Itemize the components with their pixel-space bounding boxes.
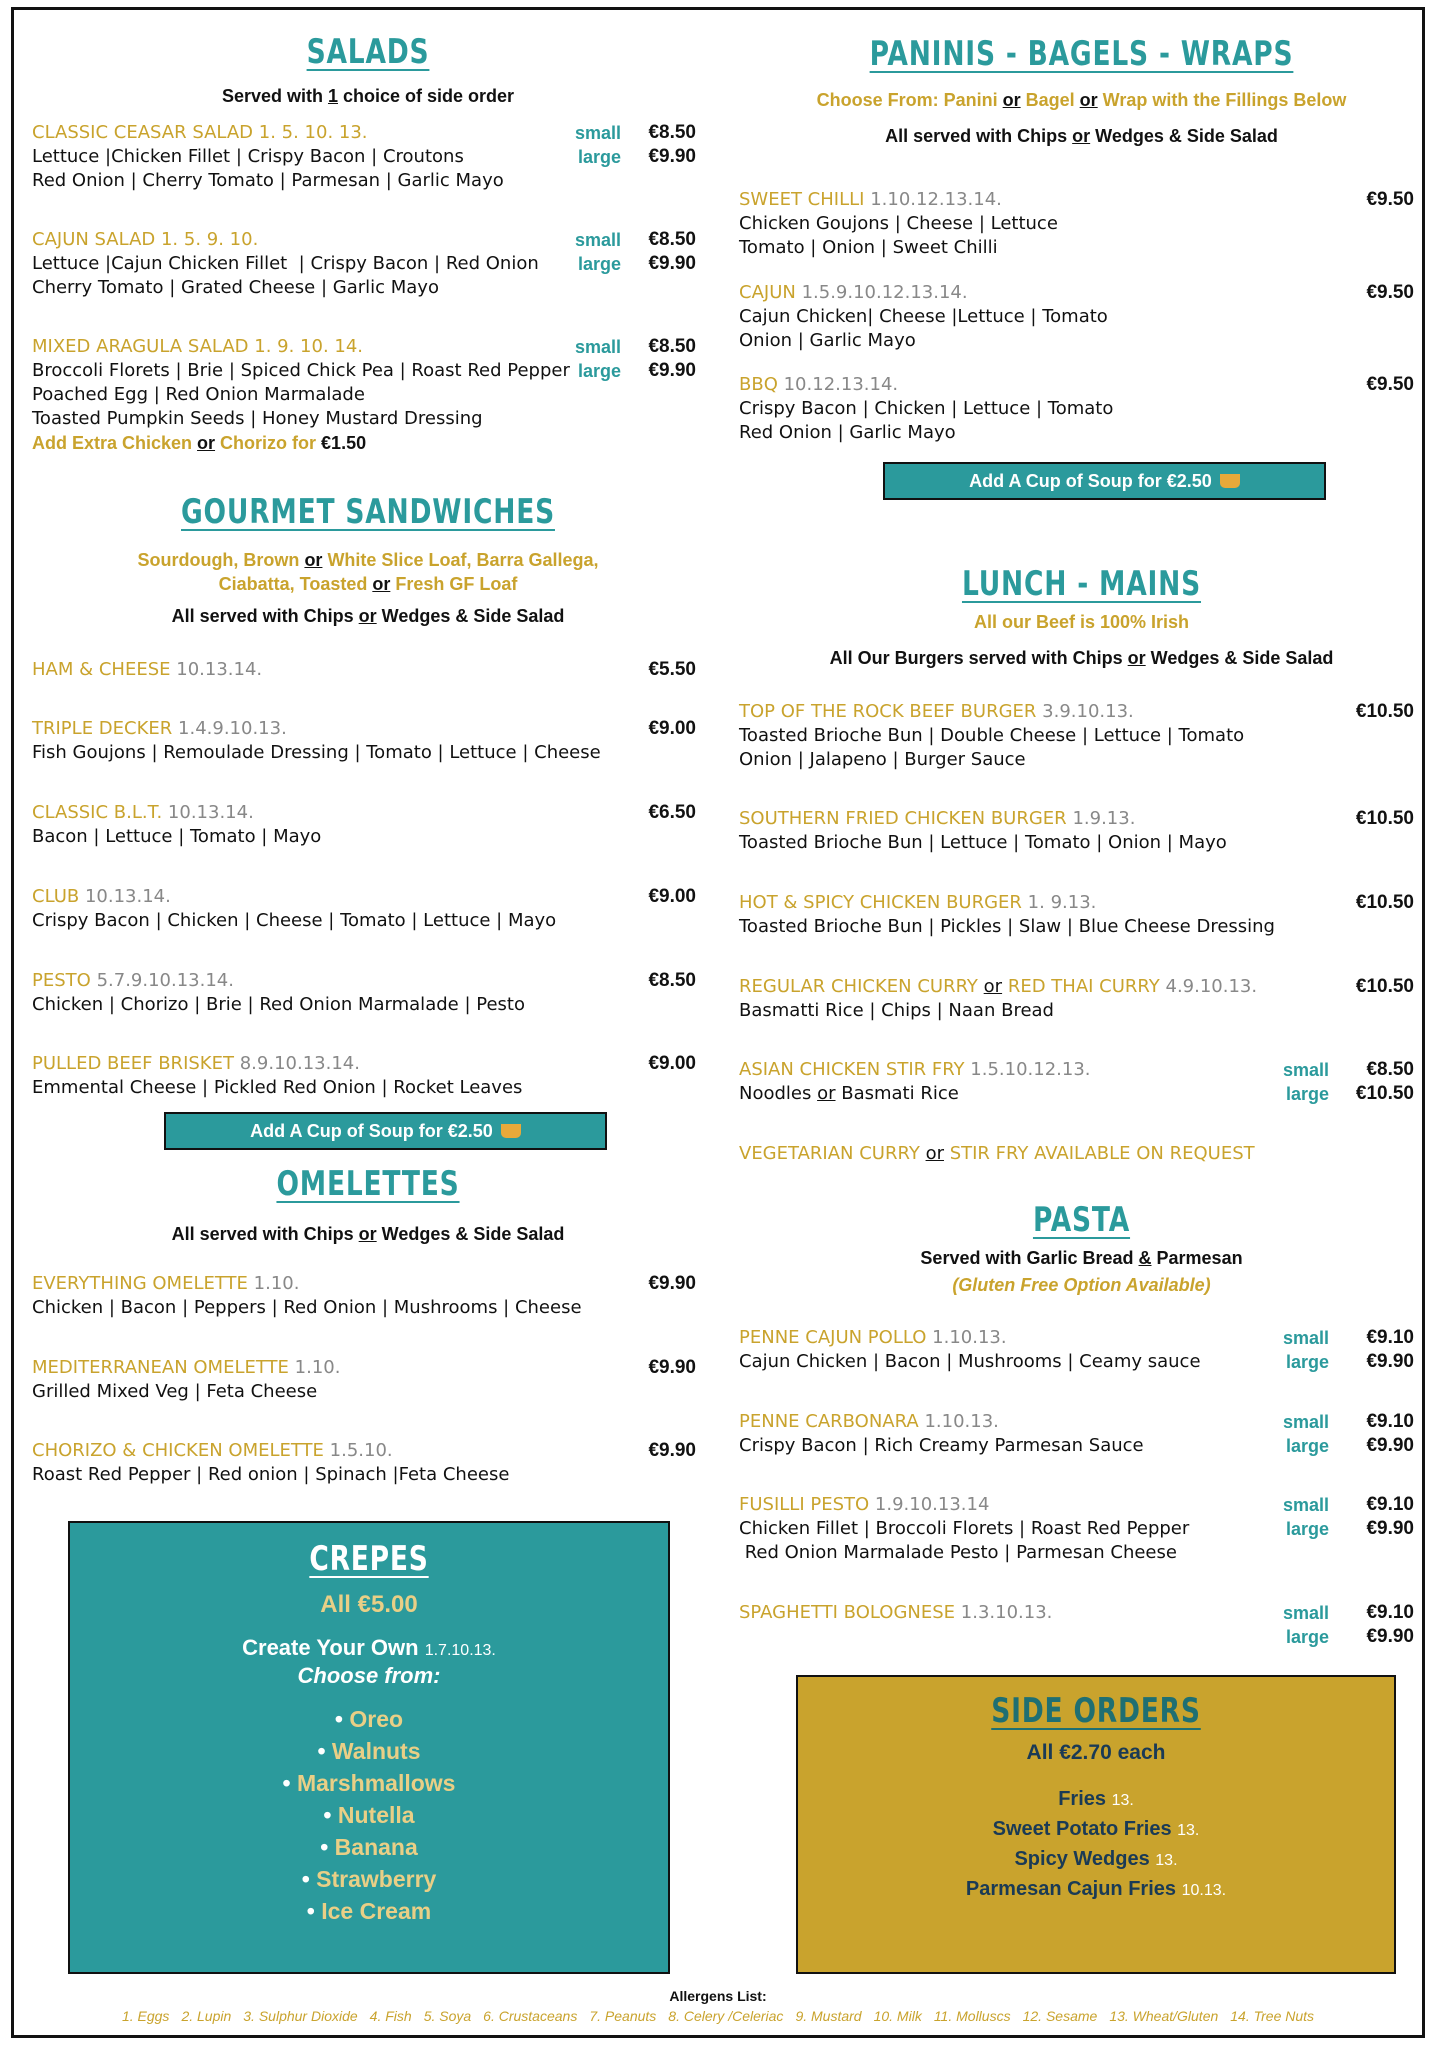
add-soup-banner: Add A Cup of Soup for €2.50 bbox=[164, 1112, 607, 1150]
add-soup-banner: Add A Cup of Soup for €2.50 bbox=[883, 462, 1326, 500]
gluten-free-note: (Gluten Free Option Available) bbox=[952, 1275, 1211, 1295]
crepes-choose: Choose from: bbox=[297, 1663, 441, 1688]
pasta-section bbox=[739, 1200, 1424, 1297]
menu-item: PULLED BEEF BRISKET 8.9.10.13.14. Emmental Cheese | Pickled Red Onion | Rocket Leaves €9.00 bbox=[32, 1053, 696, 1098]
salads-subtitle: Served with 1 choice of side order bbox=[221, 86, 515, 106]
bread-options: Sourdough, Brown or White Slice Loaf, Barra Gallega, Ciabatta, Toasted or Fresh GF Loaf bbox=[137, 550, 599, 594]
lunch-title: LUNCH - MAINS bbox=[961, 564, 1202, 604]
crepes-box bbox=[68, 1521, 670, 1974]
paninis-served-with: All served with Chips or Wedges & Side Salad bbox=[885, 126, 1278, 146]
allergens-list bbox=[14, 1988, 1422, 2024]
salad-items bbox=[32, 121, 696, 455]
lunch-items bbox=[739, 700, 1414, 1166]
panini-choice: Choose From: Panini or Bagel or Wrap with the Fillings Below bbox=[816, 90, 1347, 110]
salads-section bbox=[23, 32, 713, 107]
menu-item: BBQ 10.12.13.14. Crispy Bacon | Chicken | Lettuce | Tomato Red Onion | Garlic Mayo €9.50 bbox=[739, 374, 1414, 443]
list-item: Sweet Potato Fries 13. bbox=[992, 1818, 1200, 1840]
menu-item: MIXED ARAGULA SALAD 1. 9. 10. 14. Broccoli Florets | Brie | Spiced Chick Pea | Roast Red Pepper Poached Egg | Red Onion Marmalade Toasted Pumpkin Seeds | Honey Mustard Dressing small large €8.50 €9.90 Add Extra Chicken or Chorizo for €1.50 bbox=[32, 336, 696, 453]
menu-item: CLASSIC B.L.T. 10.13.14. Bacon | Lettuce | Tomato | Mayo €6.50 bbox=[32, 802, 696, 847]
menu-item: REGULAR CHICKEN CURRY or RED THAI CURRY 4.9.10.13. Basmatti Rice | Chips | Naan Bread €10.50 bbox=[739, 976, 1414, 1021]
sandwich-items bbox=[32, 658, 696, 1100]
menu-page bbox=[11, 7, 1425, 2038]
menu-item: SPAGHETTI BOLOGNESE 1.3.10.13. small large €9.10 €9.90 bbox=[739, 1602, 1414, 1647]
menu-item: PENNE CARBONARA 1.10.13. Crispy Bacon | Rich Creamy Parmesan Sauce small large €9.10 €9.90 bbox=[739, 1411, 1414, 1456]
list-item: • Ice Cream bbox=[306, 1898, 432, 1924]
allergens-title: Allergens List: bbox=[669, 1988, 767, 2004]
sandwiches-title: GOURMET SANDWICHES bbox=[181, 492, 555, 532]
omelette-items bbox=[32, 1272, 696, 1487]
paninis-title: PANINIS - BAGELS - WRAPS bbox=[869, 34, 1294, 74]
pasta-served-with: Served with Garlic Bread & Parmesan bbox=[920, 1248, 1243, 1268]
menu-item: CAJUN SALAD 1. 5. 9. 10. Lettuce |Cajun Chicken Fillet | Crispy Bacon | Red Onion Cherry Tomato | Grated Cheese | Garlic Mayo small large €8.50 €9.90 bbox=[32, 229, 696, 298]
list-item: • Banana bbox=[320, 1834, 418, 1860]
pasta-title: PASTA bbox=[1032, 1200, 1131, 1240]
omelettes-title: OMELETTES bbox=[276, 1164, 460, 1204]
pasta-items bbox=[739, 1326, 1414, 1647]
side-orders-price: All €2.70 each bbox=[1026, 1741, 1166, 1764]
veg-note: VEGETARIAN CURRY or STIR FRY AVAILABLE ON REQUEST bbox=[739, 1143, 1255, 1164]
lunch-section bbox=[739, 564, 1424, 669]
allergens-items: 1. Eggs 2. Lupin 3. Sulphur Dioxide 4. Fish 5. Soya 6. Crustaceans 7. Peanuts 8. Celery /Celeriac 9. Mustard 10. Milk 11. Molluscs 12. Sesame 13. Wheat/Gluten 14. Tree Nuts bbox=[121, 2008, 1315, 2024]
coffee-cup-icon bbox=[1220, 474, 1240, 488]
crepes-title: CREPES bbox=[309, 1539, 429, 1579]
menu-item: PENNE CAJUN POLLO 1.10.13. Cajun Chicken | Bacon | Mushrooms | Ceamy sauce small large €9.10 €9.90 bbox=[739, 1327, 1414, 1372]
menu-item: CLUB 10.13.14. Crispy Bacon | Chicken | Cheese | Tomato | Lettuce | Mayo €9.00 bbox=[32, 886, 696, 931]
list-item: Spicy Wedges 13. bbox=[1014, 1848, 1178, 1870]
burgers-served-with: All Our Burgers served with Chips or Wedges & Side Salad bbox=[829, 648, 1334, 668]
list-item: • Marshmallows bbox=[282, 1770, 456, 1796]
menu-item: FUSILLI PESTO 1.9.10.13.14 Chicken Fillet | Broccoli Florets | Roast Red Pepper Red Onion Marmalade Pesto | Parmesan Cheese small large €9.10 €9.90 bbox=[739, 1494, 1414, 1563]
extra-chicken-note: Add Extra Chicken or Chorizo for €1.50 bbox=[32, 433, 367, 453]
menu-item: PESTO 5.7.9.10.13.14. Chicken | Chorizo | Brie | Red Onion Marmalade | Pesto €8.50 bbox=[32, 970, 696, 1015]
crepes-price: All €5.00 bbox=[320, 1591, 418, 1618]
list-item: • Strawberry bbox=[301, 1866, 437, 1892]
sandwiches-section bbox=[23, 492, 713, 627]
menu-item: MEDITERRANEAN OMELETTE 1.10. Grilled Mixed Veg | Feta Cheese €9.90 bbox=[32, 1357, 696, 1402]
crepes-create: Create Your Own 1.7.10.13. bbox=[242, 1635, 496, 1660]
menu-item: CAJUN 1.5.9.10.12.13.14. Cajun Chicken| Cheese |Lettuce | Tomato Onion | Garlic Mayo €9.50 bbox=[739, 282, 1414, 351]
menu-item: SOUTHERN FRIED CHICKEN BURGER 1.9.13. Toasted Brioche Bun | Lettuce | Tomato | Onion | Mayo €10.50 bbox=[739, 808, 1414, 853]
side-orders-list bbox=[798, 1785, 1394, 1905]
omelettes-served-with: All served with Chips or Wedges & Side Salad bbox=[171, 1224, 565, 1244]
side-orders-title: SIDE ORDERS bbox=[991, 1691, 1201, 1731]
list-item: • Oreo bbox=[334, 1706, 404, 1732]
sandwiches-served-with: All served with Chips or Wedges & Side Salad bbox=[171, 606, 565, 626]
menu-item: EVERYTHING OMELETTE 1.10. Chicken | Bacon | Peppers | Red Onion | Mushrooms | Cheese €9.90 bbox=[32, 1273, 696, 1318]
list-item: • Nutella bbox=[323, 1802, 415, 1828]
menu-item: HAM & CHEESE 10.13.14. €5.50 bbox=[32, 659, 696, 680]
side-orders-box bbox=[796, 1675, 1396, 1974]
menu-item: TOP OF THE ROCK BEEF BURGER 3.9.10.13. Toasted Brioche Bun | Double Cheese | Lettuce | Tomato Onion | Jalapeno | Burger Sauce €10.50 bbox=[739, 701, 1414, 770]
panini-items bbox=[739, 188, 1414, 445]
menu-item: CLASSIC CEASAR SALAD 1. 5. 10. 13. Lettuce |Chicken Fillet | Crispy Bacon | Croutons Red Onion | Cherry Tomato | Parmesan | Garlic Mayo small large €8.50 €9.90 bbox=[32, 122, 696, 191]
paninis-section bbox=[739, 34, 1424, 147]
list-item: Fries 13. bbox=[1058, 1788, 1134, 1810]
menu-item: CHORIZO & CHICKEN OMELETTE 1.5.10. Roast Red Pepper | Red onion | Spinach |Feta Cheese €9.90 bbox=[32, 1440, 696, 1485]
menu-item: TRIPLE DECKER 1.4.9.10.13. Fish Goujons | Remoulade Dressing | Tomato | Lettuce | Cheese €9.00 bbox=[32, 718, 696, 763]
coffee-cup-icon bbox=[501, 1124, 521, 1138]
irish-beef-note: All our Beef is 100% Irish bbox=[973, 612, 1190, 632]
crepes-options bbox=[70, 1703, 668, 1927]
list-item: • Walnuts bbox=[317, 1738, 421, 1764]
menu-item: HOT & SPICY CHICKEN BURGER 1. 9.13. Toasted Brioche Bun | Pickles | Slaw | Blue Cheese Dressing €10.50 bbox=[739, 892, 1414, 937]
list-item: Parmesan Cajun Fries 10.13. bbox=[965, 1878, 1227, 1900]
omelettes-section bbox=[23, 1164, 713, 1245]
menu-item: ASIAN CHICKEN STIR FRY 1.5.10.12.13. Noodles or Basmati Rice small large €8.50 €10.50 bbox=[739, 1059, 1414, 1104]
menu-item: SWEET CHILLI 1.10.12.13.14. Chicken Goujons | Cheese | Lettuce Tomato | Onion | Sweet Chilli €9.50 bbox=[739, 189, 1414, 258]
salads-title: SALADS bbox=[306, 32, 430, 72]
